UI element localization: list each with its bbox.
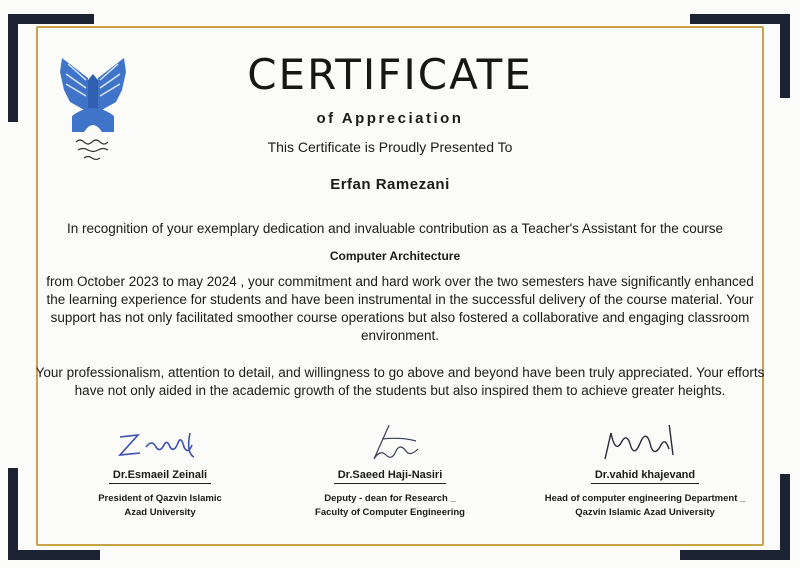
signatory-role-line: Qazvin Islamic Azad University [575,507,715,518]
signatory-name: Dr.Saeed Haji-Nasiri [334,469,447,484]
handwritten-signature-3 [565,425,725,465]
signatory-role-line: Head of computer engineering Department _ [544,493,746,504]
corner-bottom-left [8,550,100,560]
course-name: Computer Architecture [329,249,461,263]
certificate-title: CERTIFICATE [247,50,533,99]
corner-bottom-right-vertical [780,474,790,560]
signatory-role [285,492,495,520]
signatory-role-line: Deputy - dean for Research _ [324,493,456,504]
corner-top-right [690,14,790,24]
signatory-name: Dr.vahid khajevand [591,469,699,484]
certificate-subtitle: of Appreciation [316,110,464,127]
handwritten-signature-1 [90,425,230,465]
signature-block-deputy [285,425,495,520]
handwritten-signature-2 [320,425,460,465]
signatory-role-line: President of Qazvin Islamic [98,493,222,504]
signature-block-president [60,425,260,520]
signatory-role [60,492,260,520]
corner-bottom-left-vertical [8,468,18,560]
corner-bottom-right [680,550,790,560]
recipient-name: Erfan Ramezani [330,176,450,193]
signature-block-head [520,425,770,520]
signatory-role-line: Faculty of Computer Engineering [315,507,465,518]
body-paragraph-2: Your professionalism, attention to detail, and willingness to go above and beyond have been truly appreciated. Your efforts have not only aided in the academic growth of the students but also inspired them to achieve greater heights. [35,365,765,398]
signatory-role [520,492,770,520]
body-paragraph-1: from October 2023 to may 2024 , your commitment and hard work over the two semesters have significantly enhanced the learning experience for students and have been instrumental in the successful delivery of the course material. Your support has not only facilitated smoother course operations but also fostered a collaborative and engaging classroom environment. [46,274,754,343]
corner-top-right-vertical [780,14,790,98]
corner-top-left [8,14,94,24]
signatory-name: Dr.Esmaeil Zeinali [109,469,211,484]
signatory-role-line: Azad University [124,507,196,518]
presented-to-text: This Certificate is Proudly Presented To [267,139,513,155]
recognition-text: In recognition of your exemplary dedication and invaluable contribution as a Teacher's Assistant for the course [67,221,723,236]
